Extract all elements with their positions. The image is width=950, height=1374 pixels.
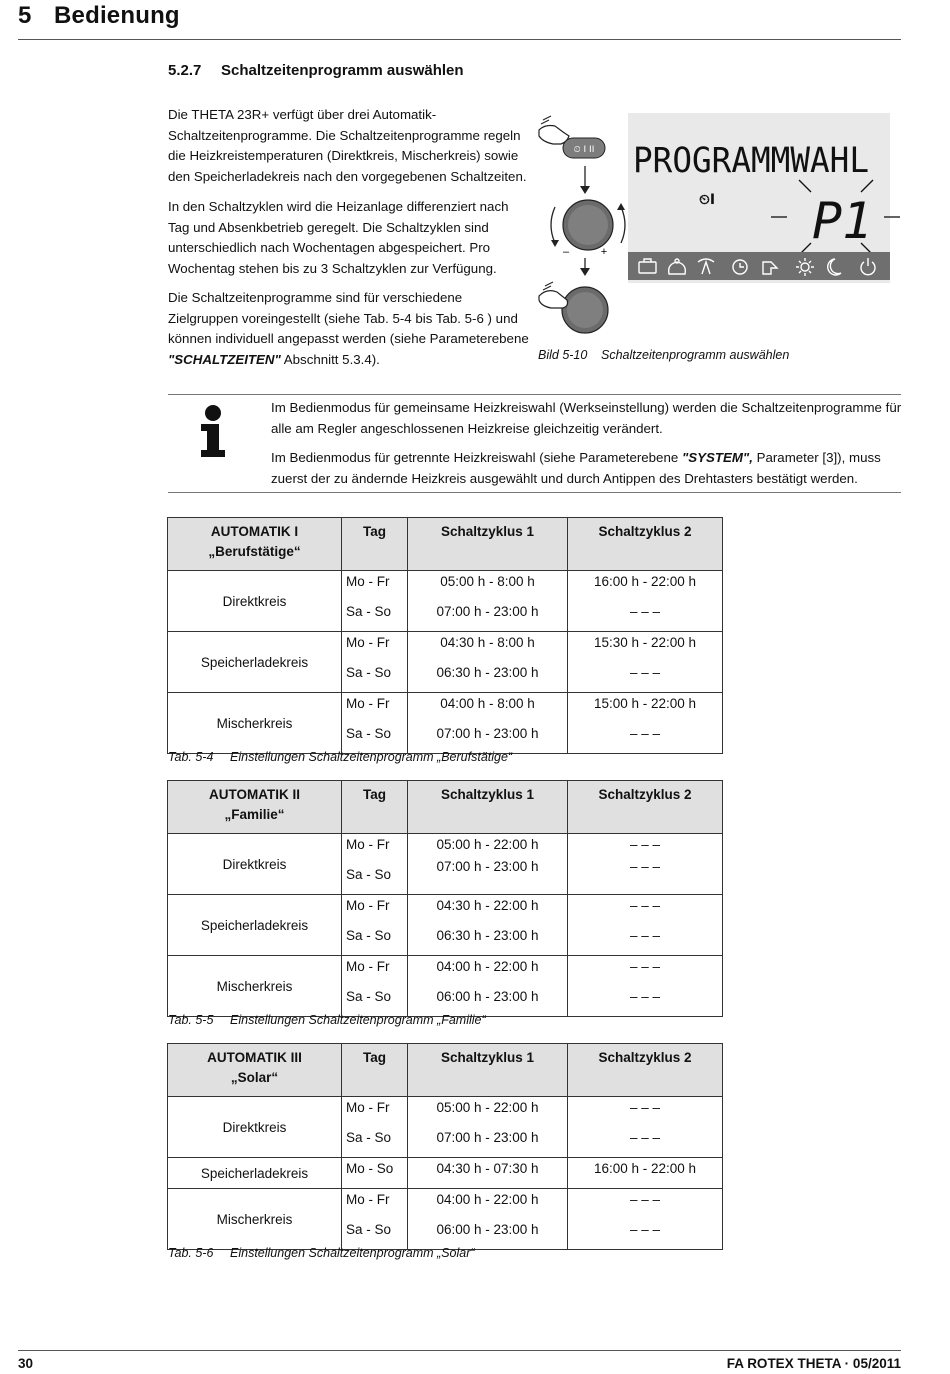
table-row: [168, 956, 723, 1017]
table-header-row: [168, 781, 723, 834]
table-row: [168, 632, 723, 693]
column-header: Schaltzyklus 1: [408, 518, 568, 571]
day-cell: Sa - So: [346, 867, 392, 882]
table-row: [168, 834, 723, 895]
cycle1-cell: 07:00 h - 23:00 h: [436, 726, 539, 741]
chapter-title: Bedienung: [54, 2, 180, 29]
cycle2-cell: – – –: [629, 898, 661, 913]
day-cell: Sa - So: [346, 1130, 392, 1145]
day-cell: Mo - Fr: [346, 959, 390, 974]
cycle1-cell: 05:00 h - 8:00 h: [440, 574, 535, 589]
column-header: Tag: [342, 518, 408, 571]
table-header-row: [168, 1044, 723, 1097]
cycle2-cell: – – –: [629, 665, 661, 680]
table-caption-text: Einstellungen Schaltzeitenprogramm „Familie“: [230, 1013, 486, 1027]
icon-bar: [628, 252, 890, 280]
table-caption-label: Tab. 5-6: [168, 1246, 214, 1260]
info-icon: [195, 404, 231, 458]
chapter-heading: [18, 2, 180, 30]
cycle1-cell: 07:00 h - 23:00 h: [436, 604, 539, 619]
cycle1-cell: 04:30 h - 8:00 h: [440, 635, 535, 650]
column-header: Schaltzyklus 1: [408, 781, 568, 834]
column-header: Schaltzyklus 1: [408, 1044, 568, 1097]
presets-text-b: Abschnitt 5.3.4).: [280, 351, 380, 367]
info-divider-bottom: [168, 492, 901, 493]
display-mode-symbol: ⏲I: [699, 192, 716, 208]
presets-parameter-level: "SCHALTZEITEN": [168, 351, 281, 367]
schedule-table-berufstaetige: [167, 517, 723, 754]
section-title: Schaltzeitenprogramm auswählen: [221, 62, 464, 79]
hand-confirm-step: [539, 282, 608, 333]
cycle1-cell: 04:00 h - 22:00 h: [436, 959, 539, 974]
page-number: 30: [18, 1356, 34, 1371]
intro-paragraph: Die THETA 23R+ verfügt über drei Automatik-Schaltzeitenprogramme. Die Schaltzeitenprogramme regeln die Heizkreistemperaturen (Direktkreis, Mischerkreis) sowie den Speicherladekreis nach den vorgegebenen Schaltzeiten.: [168, 107, 527, 184]
cycle2-cell: – – –: [629, 1192, 661, 1207]
table-caption-text: Einstellungen Schaltzeitenprogramm „Solar“: [230, 1246, 475, 1260]
cycle1-cell: 06:30 h - 23:00 h: [436, 928, 539, 943]
info-note-text-b: Parameter [3]), muss zuerst der zu ändernde Heizkreis ausgewählt und durch Antippen des Drehtasters bestätigt werden.: [271, 450, 881, 486]
info-divider-top: [168, 394, 901, 395]
program-header: [168, 1044, 342, 1097]
cycle1-cell: 07:00 h - 23:00 h: [436, 859, 539, 874]
rotary-knob-step: [551, 200, 625, 258]
cycle2-cell: – – –: [629, 928, 661, 943]
day-cell: Sa - So: [346, 665, 392, 680]
program-group: „Solar“: [230, 1070, 279, 1085]
section-heading: [168, 62, 464, 79]
circuit-cell: Speicherladekreis: [168, 1158, 342, 1189]
day-cell: Mo - Fr: [346, 574, 390, 589]
cycle1-cell: 06:30 h - 23:00 h: [436, 665, 539, 680]
program-header: [168, 518, 342, 571]
day-cell: Sa - So: [346, 726, 392, 741]
section-number: 5.2.7: [168, 62, 202, 79]
figure-caption-text: Schaltzeitenprogramm auswählen: [601, 348, 790, 362]
cycle2-cell: – – –: [629, 1222, 661, 1237]
cycle1-cell: 04:00 h - 8:00 h: [440, 696, 535, 711]
column-header: Tag: [342, 1044, 408, 1097]
day-cell: Mo - Fr: [346, 1100, 390, 1115]
cycle1-cell: 06:00 h - 23:00 h: [436, 1222, 539, 1237]
table-row: [168, 1097, 723, 1158]
table-caption: [168, 1246, 475, 1260]
program-group: „Familie“: [224, 807, 285, 822]
circuit-cell: Mischerkreis: [168, 1189, 342, 1250]
cycle1-cell: 07:00 h - 23:00 h: [436, 1130, 539, 1145]
presets-text-a: Die Schaltzeitenprogramme sind für verschiedene Zielgruppen voreingestellt (siehe Tab. 5-4 bis Tab. 5-6 ) und können individuell angepasst werden (siehe Parameterebene: [168, 290, 529, 347]
table-row: [168, 1189, 723, 1250]
day-cell: Mo - Fr: [346, 1192, 390, 1207]
program-group: „Berufstätige“: [208, 544, 301, 559]
circuit-cell: Mischerkreis: [168, 956, 342, 1017]
cycle2-cell: – – –: [629, 604, 661, 619]
day-cell: Sa - So: [346, 1222, 392, 1237]
cycle2-cell: – – –: [629, 859, 661, 874]
figure-caption: [538, 348, 789, 362]
day-cell: Mo - Fr: [346, 696, 390, 711]
document-id: FA ROTEX THETA · 05/2011: [726, 1356, 901, 1371]
cycle1-cell: 04:30 h - 07:30 h: [436, 1161, 539, 1176]
day-cell: Sa - So: [346, 989, 392, 1004]
cycle2-cell: – – –: [629, 1100, 661, 1115]
circuit-cell: Speicherladekreis: [168, 895, 342, 956]
cycle2-cell: – – –: [629, 989, 661, 1004]
display-text: PROGRAMMWAHL: [633, 141, 869, 181]
info-note: [271, 398, 903, 498]
program-name: AUTOMATIK III: [207, 1050, 302, 1065]
footer-divider: [18, 1350, 901, 1351]
cycle2-cell: 16:00 h - 22:00 h: [593, 1161, 697, 1176]
circuit-cell: Speicherladekreis: [168, 632, 342, 693]
day-cell: Mo - Fr: [346, 635, 390, 650]
info-note-parameter-level: "SYSTEM",: [681, 450, 753, 465]
chapter-number: 5: [18, 2, 32, 29]
day-cell: Mo - Fr: [346, 837, 390, 852]
cycle2-cell: – – –: [629, 959, 661, 974]
info-note-separate-mode: [271, 448, 903, 489]
header-divider: [18, 39, 901, 40]
arrow-down-icon: [580, 186, 590, 194]
program-selection-figure: [533, 110, 903, 345]
hand-press-button-step: [539, 116, 605, 158]
table-row: [168, 571, 723, 632]
cycle2-cell: – – –: [629, 837, 661, 852]
table-caption-label: Tab. 5-4: [168, 750, 214, 764]
arrow-down-icon: [580, 268, 590, 276]
table-row: [168, 693, 723, 754]
knob-minus-label: –: [562, 246, 570, 258]
program-name: AUTOMATIK I: [210, 524, 299, 539]
figure-caption-label: Bild 5-10: [538, 348, 588, 362]
table-header-row: [168, 518, 723, 571]
column-header: Schaltzyklus 2: [568, 781, 723, 834]
lcd-display: [628, 113, 900, 283]
day-cell: Mo - So: [346, 1161, 394, 1176]
display-program-value: P1: [812, 192, 873, 250]
schedule-table-familie: [167, 780, 723, 1017]
info-note-common-mode: Im Bedienmodus für gemeinsame Heizkreiswahl (Werkseinstellung) werden die Schaltzeitenprogramme für alle am Regler angeschlossenen Heizkreise gleichzeitig verändert.: [271, 400, 902, 436]
column-header: Tag: [342, 781, 408, 834]
presets-paragraph: [168, 288, 530, 370]
cycle2-cell: 15:30 h - 22:00 h: [593, 635, 697, 650]
table-caption: [168, 1013, 486, 1027]
knob-plus-label: +: [600, 246, 608, 258]
cycle2-cell: 16:00 h - 22:00 h: [593, 574, 697, 589]
circuit-cell: Direktkreis: [168, 1097, 342, 1158]
table-row: [168, 895, 723, 956]
schedule-table-solar: [167, 1043, 723, 1250]
cycles-paragraph: In den Schaltzyklen wird die Heizanlage differenziert nach Tag und Absenkbetrieb geregelt. Die Schaltzyklen sind unterschiedlich nach Wochentagen abgespeichert. Pro Wochentag stehen bis zu 3 Schaltzyklen zur Verfügung.: [168, 199, 509, 276]
cycle1-cell: 04:30 h - 22:00 h: [436, 898, 539, 913]
day-cell: Sa - So: [346, 928, 392, 943]
circuit-cell: Mischerkreis: [168, 693, 342, 754]
info-note-text-a: Im Bedienmodus für getrennte Heizkreiswahl (siehe Parameterebene: [271, 450, 682, 465]
program-name: AUTOMATIK II: [209, 787, 300, 802]
cycle2-cell: – – –: [629, 1130, 661, 1145]
day-cell: Mo - Fr: [346, 898, 390, 913]
program-button-label: ⏲ I II: [573, 145, 595, 155]
table-caption: [168, 750, 512, 764]
table-caption-text: Einstellungen Schaltzeitenprogramm „Berufstätige“: [230, 750, 513, 764]
day-cell: Sa - So: [346, 604, 392, 619]
cycle2-cell: 15:00 h - 22:00 h: [593, 696, 697, 711]
column-header: Schaltzyklus 2: [568, 1044, 723, 1097]
circuit-cell: Direktkreis: [168, 834, 342, 895]
cycle1-cell: 05:00 h - 22:00 h: [436, 1100, 539, 1115]
cycle1-cell: 05:00 h - 22:00 h: [436, 837, 539, 852]
table-caption-label: Tab. 5-5: [168, 1013, 214, 1027]
column-header: Schaltzyklus 2: [568, 518, 723, 571]
cycle1-cell: 04:00 h - 22:00 h: [436, 1192, 539, 1207]
cycle2-cell: – – –: [629, 726, 661, 741]
circuit-cell: Direktkreis: [168, 571, 342, 632]
table-row: [168, 1158, 723, 1189]
program-header: [168, 781, 342, 834]
cycle1-cell: 06:00 h - 23:00 h: [436, 989, 539, 1004]
